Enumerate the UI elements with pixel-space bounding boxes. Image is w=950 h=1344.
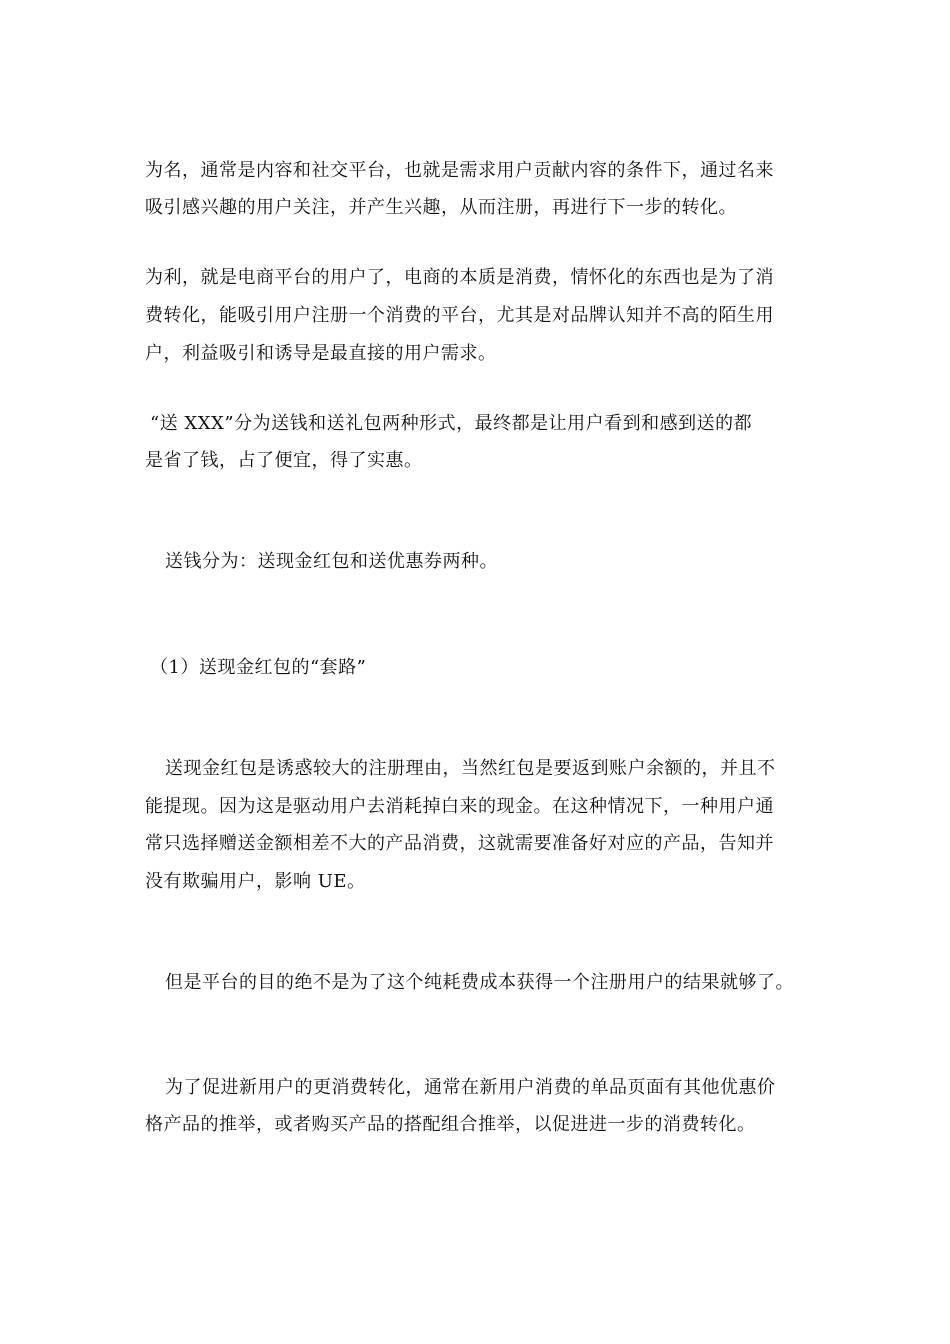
section-heading: （1）送现金红包的“套路” [150,657,367,678]
paragraph-2-line-1: 为利，就是电商平台的用户了，电商的本质是消费，情怀化的东西也是为了消 [145,267,774,288]
paragraph-3-line-2: 是省了钱，占了便宜，得了实惠。 [145,450,423,471]
paragraph-6-line-1: 但是平台的目的绝不是为了这个纯耗费成本获得一个注册用户的结果就够了。 [165,972,794,993]
paragraph-5-line-2: 能提现。因为这是驱动用户去消耗掉白来的现金。在这种情况下，一种用户通 [145,796,774,817]
paragraph-7-line-1: 为了促进新用户的更消费转化，通常在新用户消费的单品页面有其他优惠价 [165,1077,776,1098]
paragraph-1-line-2: 吸引感兴趣的用户关注，并产生兴趣，从而注册，再进行下一步的转化。 [145,197,737,218]
paragraph-4-line-1: 送钱分为：送现金红包和送优惠券两种。 [165,551,498,572]
paragraph-2-line-3: 户，利益吸引和诱导是最直接的用户需求。 [145,343,497,364]
paragraph-1-line-1: 为名，通常是内容和社交平台，也就是需求用户贡献内容的条件下，通过名来 [145,160,774,181]
paragraph-2-line-2: 费转化，能吸引用户注册一个消费的平台，尤其是对品牌认知并不高的陌生用 [145,305,774,326]
paragraph-5-line-4: 没有欺骗用户，影响 UE。 [145,871,366,892]
paragraph-5-line-1: 送现金红包是诱惑较大的注册理由，当然红包是要返到账户余额的，并且不 [165,758,776,779]
paragraph-7-line-2: 格产品的推举，或者购买产品的搭配组合推举，以促进进一步的消费转化。 [145,1114,756,1135]
paragraph-3-line-1: “送 XXX”分为送钱和送礼包两种形式，最终都是让用户看到和感到送的都 [150,413,753,434]
paragraph-5-line-3: 常只选择赠送金额相差不大的产品消费，这就需要准备好对应的产品，告知并 [145,833,774,854]
